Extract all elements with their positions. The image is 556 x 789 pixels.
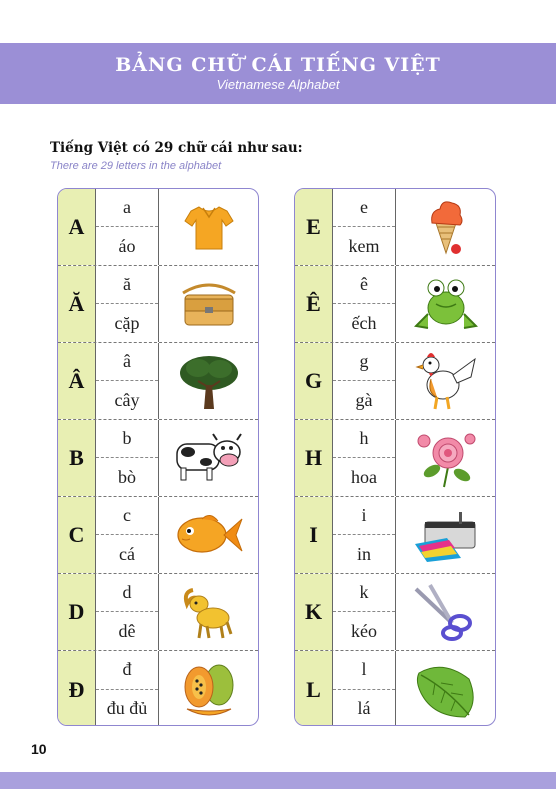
word-cell	[333, 497, 396, 573]
alphabet-row	[58, 497, 258, 574]
word-cell	[333, 189, 396, 265]
lowercase-letter: c	[96, 497, 158, 535]
word-cell	[96, 343, 159, 419]
example-word: cá	[119, 543, 135, 564]
word-cell	[96, 497, 159, 573]
alphabet-table-left	[57, 188, 259, 726]
capital-letter: Â	[58, 343, 96, 419]
footer-bar	[0, 772, 556, 789]
capital-letter: I	[295, 497, 333, 573]
papaya-icon	[159, 651, 258, 726]
rooster-icon	[396, 343, 495, 419]
example-word: lá	[357, 698, 371, 719]
example-word: dê	[118, 620, 136, 641]
leaf-icon	[396, 651, 495, 726]
word-cell	[333, 266, 396, 342]
lowercase-letter: ê	[333, 266, 395, 304]
page-number: 10	[31, 741, 47, 757]
capital-letter: A	[58, 189, 96, 265]
example-word: áo	[118, 235, 136, 256]
bag-icon	[159, 266, 258, 342]
example-word: in	[356, 543, 371, 564]
lowercase-letter: k	[333, 574, 395, 612]
example-word: kem	[348, 235, 380, 256]
lowercase-letter: d	[96, 574, 158, 612]
lowercase-letter: g	[333, 343, 395, 381]
alphabet-row	[295, 651, 495, 726]
alphabet-row	[295, 420, 495, 497]
capital-letter: Đ	[58, 651, 96, 726]
alphabet-row	[58, 420, 258, 497]
alphabet-row	[58, 343, 258, 420]
alphabet-row	[58, 574, 258, 651]
capital-letter: H	[295, 420, 333, 496]
word-cell	[333, 651, 396, 726]
capital-letter: L	[295, 651, 333, 726]
example-word: kéo	[351, 620, 377, 641]
page-subtitle: Vietnamese Alphabet	[216, 77, 340, 92]
example-word: gà	[355, 389, 373, 410]
printer-icon	[396, 497, 495, 573]
word-cell	[96, 574, 159, 650]
capital-letter: E	[295, 189, 333, 265]
fish-icon	[159, 497, 258, 573]
alphabet-row	[295, 343, 495, 420]
example-word: đu đủ	[106, 698, 148, 719]
capital-letter: Ă	[58, 266, 96, 342]
cow-icon	[159, 420, 258, 496]
lowercase-letter: l	[333, 651, 395, 690]
intro-text: Tiếng Việt có 29 chữ cái như sau:	[50, 140, 303, 156]
alphabet-row	[295, 497, 495, 574]
alphabet-row	[58, 266, 258, 343]
alphabet-row	[295, 189, 495, 266]
example-word: cặp	[114, 312, 140, 333]
capital-letter: D	[58, 574, 96, 650]
word-cell	[96, 420, 159, 496]
word-cell	[96, 651, 159, 726]
goat-icon	[159, 574, 258, 650]
lowercase-letter: ă	[96, 266, 158, 304]
alphabet-row	[58, 189, 258, 266]
word-cell	[333, 574, 396, 650]
lowercase-letter: a	[96, 189, 158, 227]
example-word: ếch	[351, 312, 377, 333]
flower-icon	[396, 420, 495, 496]
lowercase-letter: đ	[96, 651, 158, 690]
intro-english: There are 29 letters in the alphabet	[50, 160, 222, 172]
tree-icon	[159, 343, 258, 419]
lowercase-letter: â	[96, 343, 158, 381]
lowercase-letter: e	[333, 189, 395, 227]
frog-icon	[396, 266, 495, 342]
lowercase-letter: b	[96, 420, 158, 458]
scissors-icon	[396, 574, 495, 650]
word-cell	[333, 343, 396, 419]
alphabet-row	[295, 574, 495, 651]
header-banner	[0, 43, 556, 104]
word-cell	[96, 266, 159, 342]
word-cell	[333, 420, 396, 496]
lowercase-letter: h	[333, 420, 395, 458]
page-title: BẢNG CHỮ CÁI TIẾNG VIỆT	[115, 54, 441, 76]
capital-letter: K	[295, 574, 333, 650]
alphabet-row	[58, 651, 258, 726]
example-word: hoa	[351, 466, 377, 487]
example-word: cây	[114, 389, 140, 410]
alphabet-row	[295, 266, 495, 343]
shirt-icon	[159, 189, 258, 265]
word-cell	[96, 189, 159, 265]
example-word: bò	[118, 466, 136, 487]
lowercase-letter: i	[333, 497, 395, 535]
capital-letter: G	[295, 343, 333, 419]
ice-cream-icon	[396, 189, 495, 265]
capital-letter: B	[58, 420, 96, 496]
capital-letter: C	[58, 497, 96, 573]
capital-letter: Ê	[295, 266, 333, 342]
alphabet-table-right	[294, 188, 496, 726]
